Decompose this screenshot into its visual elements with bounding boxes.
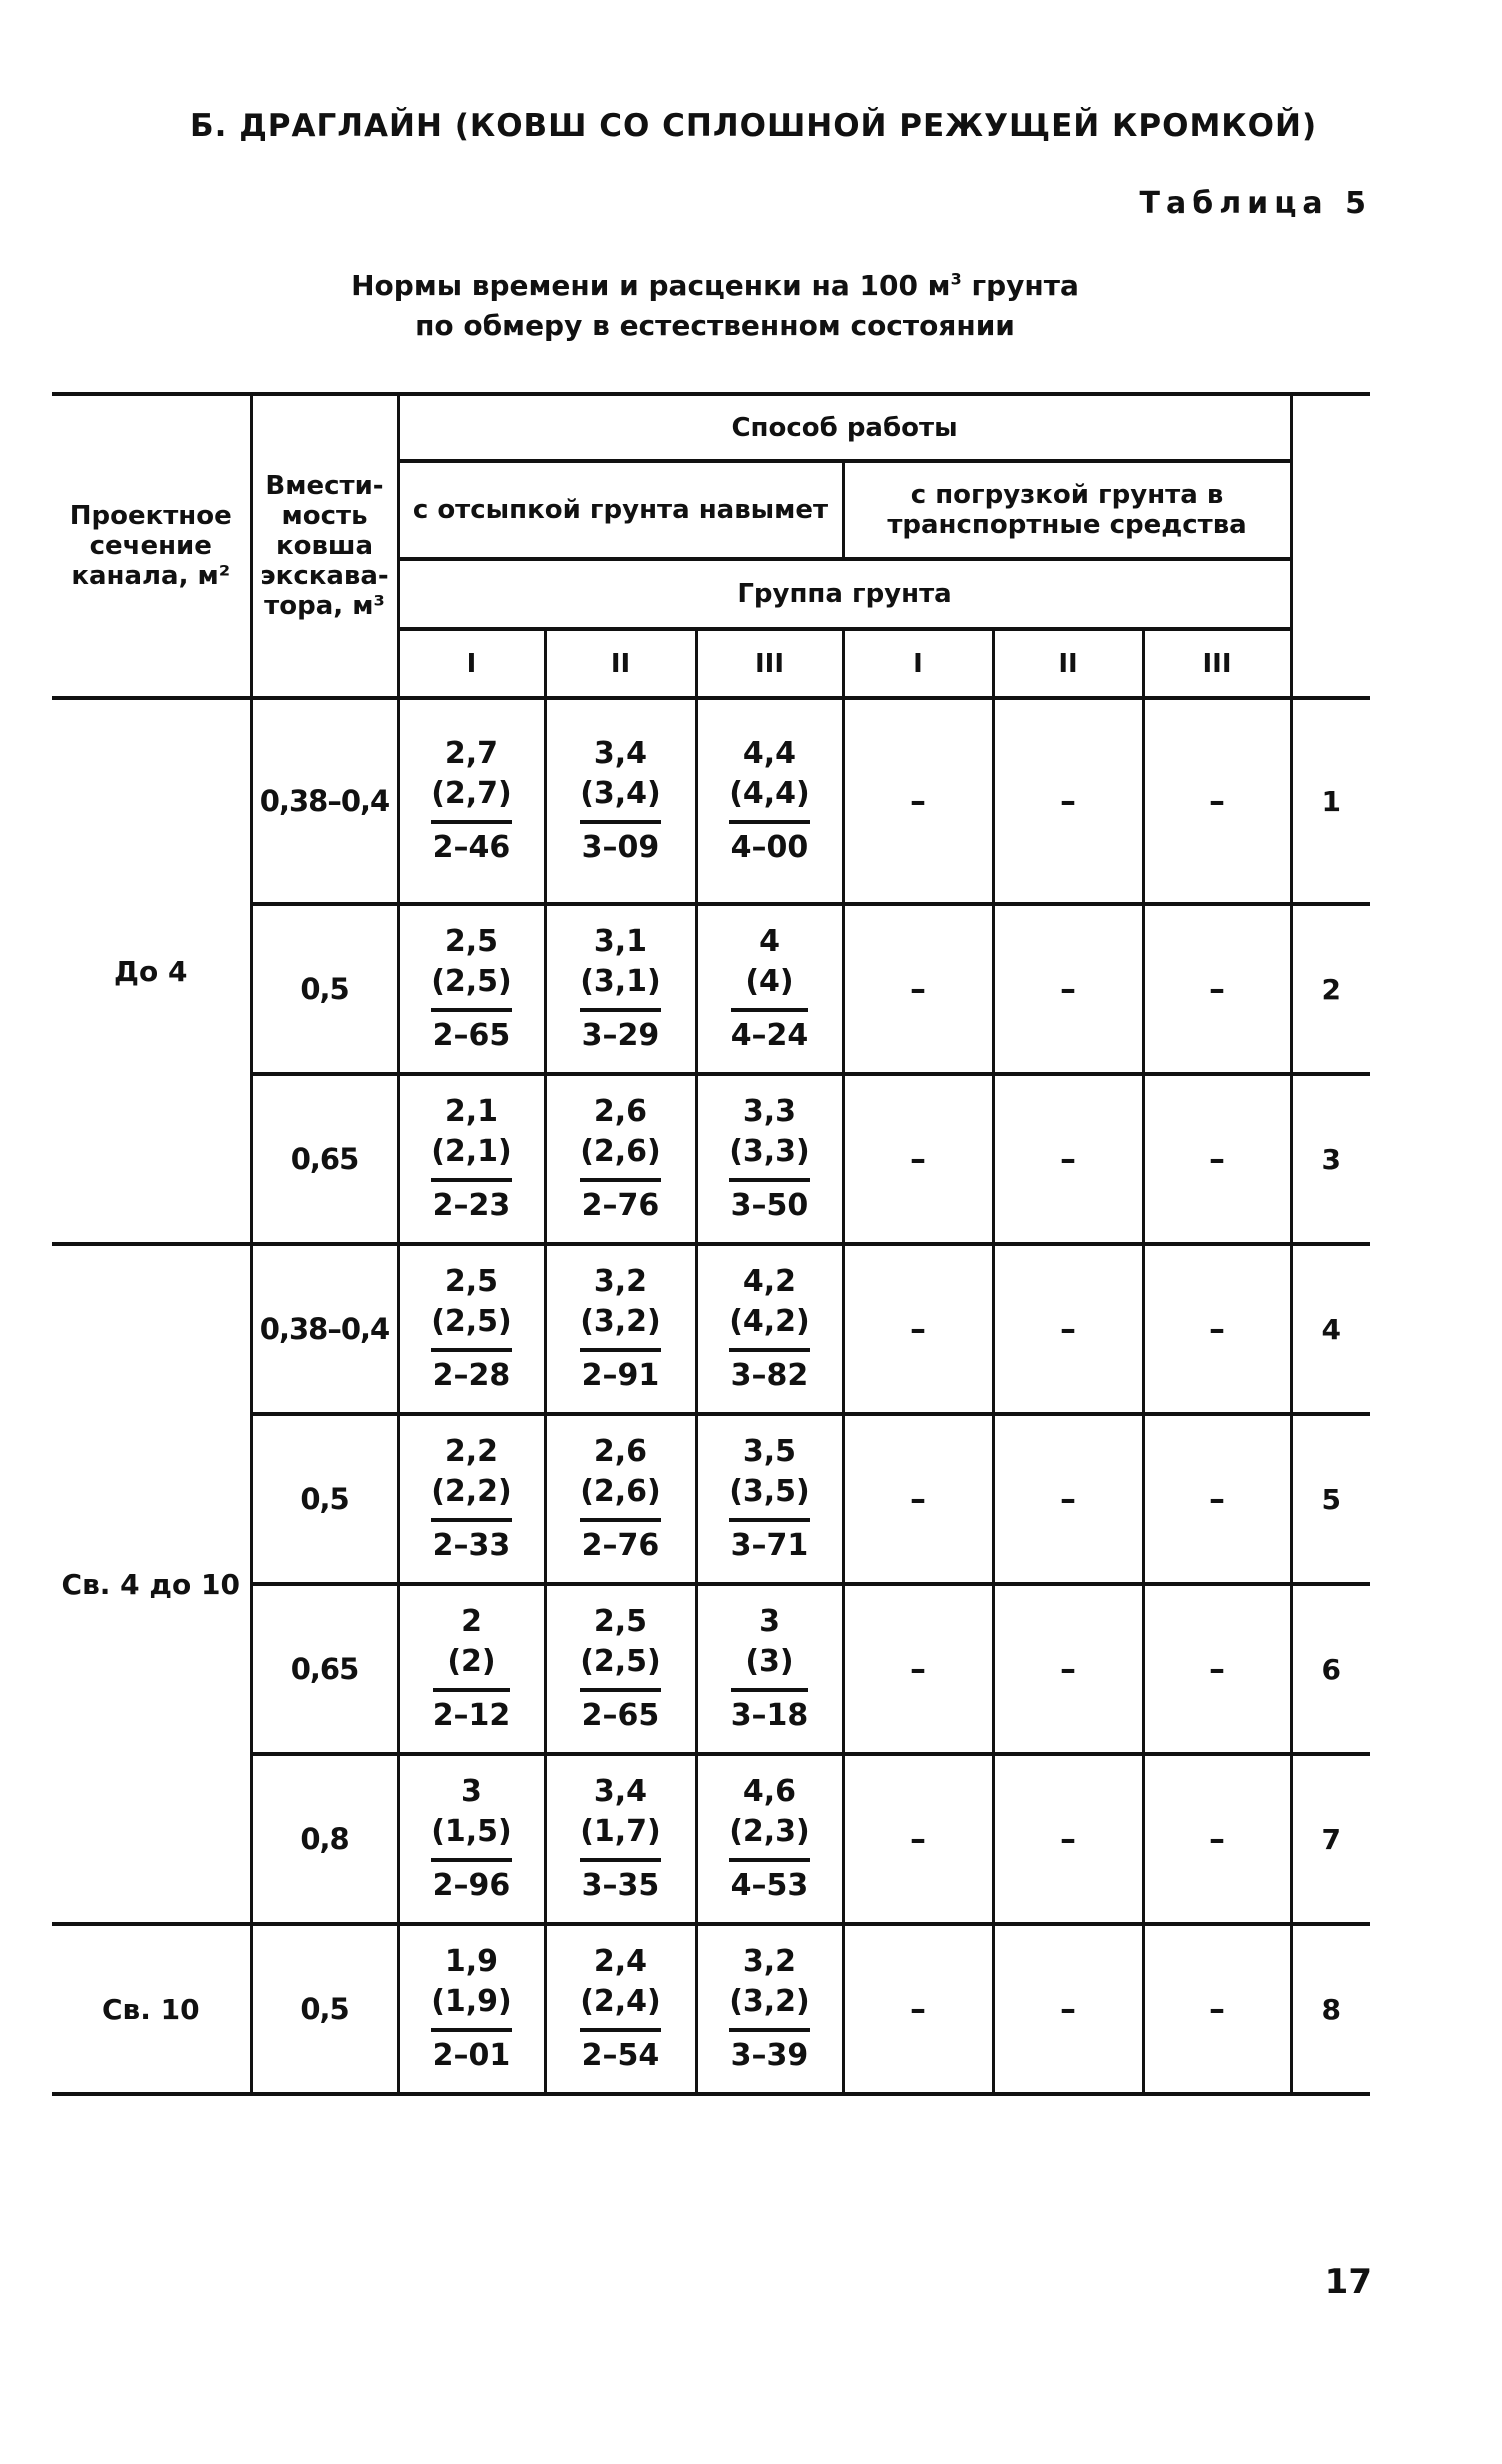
norm-cell [398, 1244, 545, 1414]
norm-top: 4,6 [742, 1774, 797, 1809]
norm-bot: 2–01 [431, 2028, 512, 2076]
page-number: 17 [1324, 2262, 1372, 2302]
norm-fraction [729, 1262, 810, 1396]
header-group-5: II [993, 629, 1143, 698]
norm-cell [545, 1584, 696, 1754]
load-cell: – [1143, 1244, 1291, 1414]
norm-bot: 3–09 [580, 820, 661, 868]
capacity-cell: 0,65 [251, 1074, 398, 1244]
norm-top: 2 [461, 1604, 482, 1639]
section-cell: Св. 4 до 10 [52, 1244, 251, 1924]
norm-bot: 4–00 [729, 820, 810, 868]
norm-bot: 2–65 [431, 1008, 512, 1056]
header-group-6: III [1143, 629, 1291, 698]
norm-mid: (3,2) [580, 1304, 661, 1339]
norm-mid: (2,7) [431, 776, 512, 811]
norm-mid: (3,5) [729, 1474, 810, 1509]
capacity-cell: 0,5 [251, 1414, 398, 1584]
norm-fraction [729, 1092, 810, 1226]
norm-top: 1,9 [444, 1944, 499, 1979]
header-row-number [1291, 394, 1370, 698]
norm-cell [398, 1584, 545, 1754]
norm-top: 3,1 [593, 924, 648, 959]
load-cell: – [993, 1414, 1143, 1584]
capacity-cell: 0,38–0,4 [251, 1244, 398, 1414]
load-cell: – [1143, 1924, 1291, 2094]
row-number: 3 [1291, 1074, 1370, 1244]
norm-fraction [580, 1092, 661, 1226]
norm-bot: 2–76 [580, 1518, 661, 1566]
caption-line1: Нормы времени и расценки на 100 $м^3$ грунта [351, 269, 1079, 303]
norm-bot: 2–76 [580, 1178, 661, 1226]
norm-cell [398, 904, 545, 1074]
load-cell: – [993, 1244, 1143, 1414]
load-cell: – [843, 1414, 993, 1584]
norm-cell [696, 1924, 843, 2094]
load-cell: – [993, 1754, 1143, 1924]
header-group-3: III [696, 629, 843, 698]
norm-cell [398, 1414, 545, 1584]
header-dump: с отсыпкой грунта навымет [398, 461, 843, 559]
header-section: Проектное сечение канала, м² [52, 394, 251, 698]
table-caption [300, 260, 1130, 346]
norm-mid: (2) [447, 1644, 496, 1679]
norm-cell [545, 904, 696, 1074]
norm-cell [398, 1924, 545, 2094]
norm-top: 2,7 [444, 736, 499, 771]
norm-mid: (2,1) [431, 1134, 512, 1169]
norm-cell [696, 1074, 843, 1244]
norm-fraction [580, 1262, 661, 1396]
table-row [52, 698, 1370, 904]
norm-bot: 3–50 [729, 1178, 810, 1226]
load-cell: – [993, 1074, 1143, 1244]
load-cell: – [1143, 904, 1291, 1074]
norm-bot: 3–71 [729, 1518, 810, 1566]
row-number: 4 [1291, 1244, 1370, 1414]
norm-fraction [580, 1602, 661, 1736]
load-cell: – [1143, 698, 1291, 904]
load-cell: – [993, 1924, 1143, 2094]
norm-mid: (4) [745, 964, 794, 999]
row-number: 8 [1291, 1924, 1370, 2094]
norm-fraction [580, 734, 661, 868]
norm-top: 2,4 [593, 1944, 648, 1979]
norm-fraction [729, 1772, 810, 1906]
norm-top: 3,4 [593, 736, 648, 771]
table-label: Таблица 5 [1139, 186, 1372, 221]
norm-top: 2,2 [444, 1434, 499, 1469]
norm-top: 4,2 [742, 1264, 797, 1299]
norm-cell [398, 698, 545, 904]
norm-mid: (2,5) [431, 1304, 512, 1339]
norm-fraction [431, 1432, 512, 1566]
norm-cell [696, 1414, 843, 1584]
norm-top: 3,2 [742, 1944, 797, 1979]
norm-mid: (2,6) [580, 1134, 661, 1169]
norm-mid: (2,5) [431, 964, 512, 999]
norm-top: 3,2 [593, 1264, 648, 1299]
row-number: 1 [1291, 698, 1370, 904]
row-number: 7 [1291, 1754, 1370, 1924]
header-group-1: I [398, 629, 545, 698]
norm-fraction [580, 1772, 661, 1906]
norm-bot: 3–39 [729, 2028, 810, 2076]
row-number: 2 [1291, 904, 1370, 1074]
norm-fraction [580, 922, 661, 1056]
load-cell: – [993, 904, 1143, 1074]
norm-bot: 2–91 [580, 1348, 661, 1396]
load-cell: – [843, 698, 993, 904]
load-cell: – [1143, 1074, 1291, 1244]
norm-cell [398, 1754, 545, 1924]
header-group-4: I [843, 629, 993, 698]
norm-mid: (1,7) [580, 1814, 661, 1849]
norm-mid: (2,5) [580, 1644, 661, 1679]
load-cell: – [1143, 1584, 1291, 1754]
norm-top: 2,1 [444, 1094, 499, 1129]
norm-mid: (3,3) [729, 1134, 810, 1169]
norm-cell [545, 1924, 696, 2094]
load-cell: – [993, 698, 1143, 904]
norm-cell [696, 904, 843, 1074]
norm-mid: (3,4) [580, 776, 661, 811]
norm-fraction [431, 1092, 512, 1226]
norm-bot: 2–33 [431, 1518, 512, 1566]
norm-cell [696, 1244, 843, 1414]
norm-bot: 3–29 [580, 1008, 661, 1056]
section-title: Б. ДРАГЛАЙН (КОВШ СО СПЛОШНОЙ РЕЖУЩЕЙ КРОМКОЙ) [190, 108, 1318, 144]
norm-fraction [431, 922, 512, 1056]
capacity-cell: 0,65 [251, 1584, 398, 1754]
norm-fraction [729, 1432, 810, 1566]
norm-fraction [729, 734, 810, 868]
capacity-cell: 0,5 [251, 904, 398, 1074]
norm-mid: (2,4) [580, 1984, 661, 2019]
norm-cell [545, 1244, 696, 1414]
norm-top: 2,5 [593, 1604, 648, 1639]
norm-fraction [580, 1942, 661, 2076]
row-number: 6 [1291, 1584, 1370, 1754]
norm-bot: 2–12 [433, 1688, 511, 1736]
load-cell: – [843, 904, 993, 1074]
header-soil-group: Группа грунта [398, 559, 1291, 629]
norm-top: 3,3 [742, 1094, 797, 1129]
table-row [52, 1924, 1370, 2094]
norm-cell [696, 1754, 843, 1924]
norm-top: 3,5 [742, 1434, 797, 1469]
norm-fraction [433, 1602, 511, 1736]
norm-cell [696, 698, 843, 904]
header-group-2: II [545, 629, 696, 698]
load-cell: – [843, 1924, 993, 2094]
norm-bot: 3–35 [580, 1858, 661, 1906]
capacity-cell: 0,38–0,4 [251, 698, 398, 904]
norm-top: 4,4 [742, 736, 797, 771]
load-cell: – [993, 1584, 1143, 1754]
load-cell: – [1143, 1754, 1291, 1924]
norm-bot: 2–96 [431, 1858, 512, 1906]
table-row [52, 1244, 1370, 1414]
section-cell: До 4 [52, 698, 251, 1244]
norm-cell [545, 1074, 696, 1244]
norm-mid: (1,5) [431, 1814, 512, 1849]
norm-fraction [431, 1772, 512, 1906]
norm-fraction [729, 1942, 810, 2076]
norm-fraction [431, 734, 512, 868]
norm-mid: (2,2) [431, 1474, 512, 1509]
norm-cell [545, 1414, 696, 1584]
norm-bot: 4–24 [731, 1008, 809, 1056]
norm-bot: 2–54 [580, 2028, 661, 2076]
norm-bot: 3–18 [731, 1688, 809, 1736]
norm-fraction [431, 1942, 512, 2076]
norm-fraction [731, 1602, 809, 1736]
norm-mid: (4,2) [729, 1304, 810, 1339]
norm-top: 2,5 [444, 924, 499, 959]
norm-mid: (3) [745, 1644, 794, 1679]
capacity-cell: 0,5 [251, 1924, 398, 2094]
norm-top: 4 [759, 924, 780, 959]
capacity-cell: 0,8 [251, 1754, 398, 1924]
norm-cell [545, 1754, 696, 1924]
norm-mid: (1,9) [431, 1984, 512, 2019]
norm-top: 3 [461, 1774, 482, 1809]
norm-bot: 2–23 [431, 1178, 512, 1226]
norm-cell [545, 698, 696, 904]
norm-top: 2,6 [593, 1434, 648, 1469]
norm-fraction [431, 1262, 512, 1396]
norm-top: 3,4 [593, 1774, 648, 1809]
norm-top: 3 [759, 1604, 780, 1639]
norm-mid: (3,2) [729, 1984, 810, 2019]
header-load: с погрузкой грунта в транспортные средства [843, 461, 1291, 559]
caption-line2: по обмеру в естественном состоянии [415, 309, 1015, 343]
norm-bot: 4–53 [729, 1858, 810, 1906]
norm-bot: 2–65 [580, 1688, 661, 1736]
row-number: 5 [1291, 1414, 1370, 1584]
norm-cell [696, 1584, 843, 1754]
norm-top: 2,5 [444, 1264, 499, 1299]
load-cell: – [843, 1244, 993, 1414]
norm-mid: (2,3) [729, 1814, 810, 1849]
norm-mid: (4,4) [729, 776, 810, 811]
norms-table [52, 392, 1370, 2096]
load-cell: – [1143, 1414, 1291, 1584]
load-cell: – [843, 1074, 993, 1244]
norm-fraction [580, 1432, 661, 1566]
header-method: Способ работы [398, 394, 1291, 461]
norm-top: 2,6 [593, 1094, 648, 1129]
norm-mid: (3,1) [580, 964, 661, 999]
norm-cell [398, 1074, 545, 1244]
section-cell: Св. 10 [52, 1924, 251, 2094]
header-capacity: Вмести-мость ковша экскава-тора, м³ [251, 394, 398, 698]
load-cell: – [843, 1754, 993, 1924]
norm-bot: 2–28 [431, 1348, 512, 1396]
norm-mid: (2,6) [580, 1474, 661, 1509]
norm-bot: 2–46 [431, 820, 512, 868]
load-cell: – [843, 1584, 993, 1754]
norm-bot: 3–82 [729, 1348, 810, 1396]
norm-fraction [731, 922, 809, 1056]
